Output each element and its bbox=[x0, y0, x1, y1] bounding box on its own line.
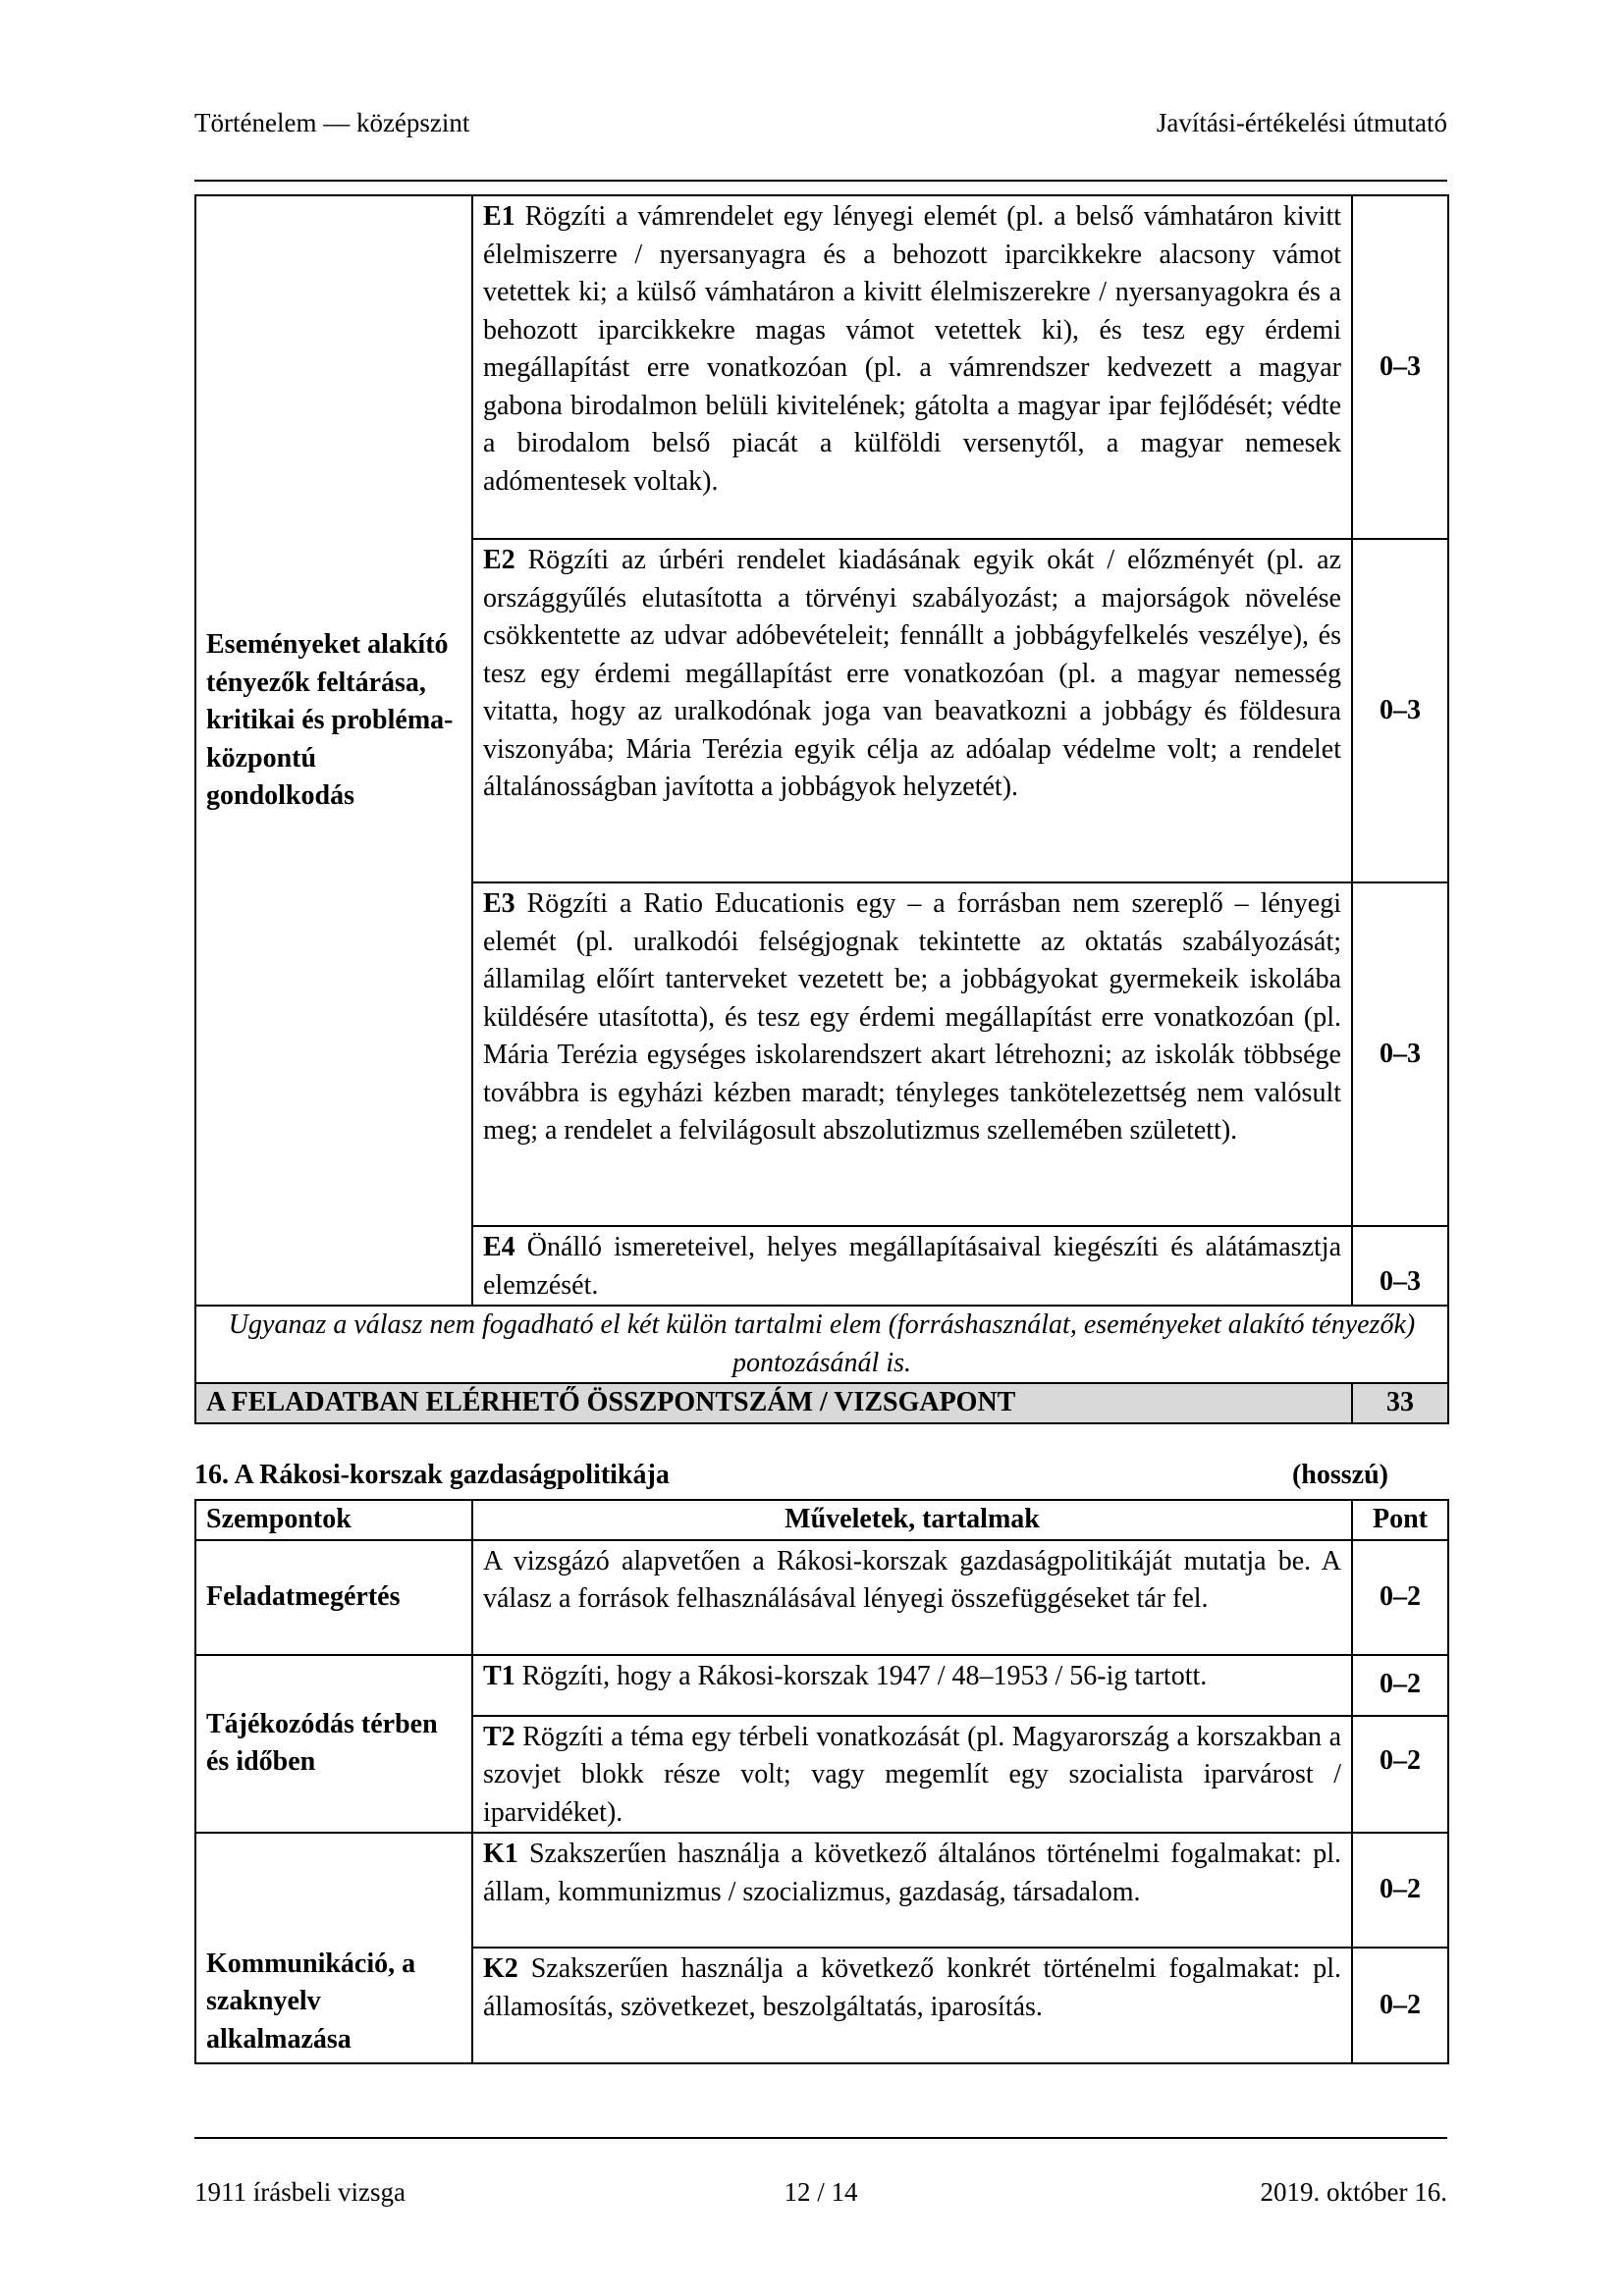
score-cell: 0–2 bbox=[1352, 1948, 1448, 2063]
criterion-cell: Kommunikáció, a szaknyelv alkalmazása bbox=[195, 1833, 472, 2063]
score-cell: 0–3 bbox=[1352, 1226, 1448, 1306]
score-cell: 0–2 bbox=[1352, 1655, 1448, 1716]
task-type: (hosszú) bbox=[1291, 1460, 1388, 1490]
element-text: Önálló ismereteivel, helyes megállapításaival kiegészíti és alátámasztja elemzését. bbox=[483, 1232, 1341, 1301]
task-title: 16. A Rákosi-korszak gazdaságpolitikája bbox=[194, 1460, 670, 1490]
element-text: Rögzíti az úrbéri rendelet kiadásának egyik okát / előzményét (pl. az országgyűlés elutasította a törvényi szabályozást; a majorságok növelése csökkentette az udvar adóbevételeit; fennállt a jobbágyfelkelés veszélye), és tesz egy érdemi megállapítást erre vonatkozóan (pl. a magyar nemesség vitatta, hogy az uralkodónak joga van beavatkozni a jobbágy és földesura viszonyába; Mária Terézia egyik célja az adóalap védelme volt; a rendelet általánosságban javította a jobbágyok helyzetét). bbox=[483, 545, 1341, 802]
table-row bbox=[195, 1655, 1448, 1716]
footer-divider bbox=[194, 2137, 1447, 2139]
page-footer bbox=[194, 2177, 1447, 2216]
element-e1 bbox=[472, 195, 1352, 539]
table-row bbox=[195, 1306, 1448, 1383]
element-t1 bbox=[472, 1655, 1352, 1716]
element-code: E2 bbox=[483, 545, 515, 575]
scoring-table-15 bbox=[194, 194, 1449, 1424]
page-number: 12 / 14 bbox=[784, 2177, 858, 2207]
table-row bbox=[195, 1540, 1448, 1655]
total-label: A FELADATBAN ELÉRHETŐ ÖSSZPONTSZÁM / VIZSGAPONT bbox=[195, 1383, 1352, 1423]
scoring-note: Ugyanaz a válasz nem fogadható el két külön tartalmi elem (forráshasználat, eseményeket alakító tényezők) pontozásánál is. bbox=[195, 1306, 1448, 1383]
element-code: T1 bbox=[483, 1660, 515, 1691]
header-guide-title: Javítási-értékelési útmutató bbox=[1156, 108, 1447, 137]
table-header-row bbox=[195, 1500, 1448, 1540]
element-code: E3 bbox=[483, 888, 515, 919]
element-text: Rögzíti, hogy a Rákosi-korszak 1947 / 48–1953 / 56-ig tartott. bbox=[514, 1660, 1208, 1691]
score-cell: 0–2 bbox=[1352, 1833, 1448, 1948]
element-text: Szakszerűen használja a következő általános történelmi fogalmakat: pl. állam, kommunizmus / szocializmus, gazdaság, társadalom. bbox=[483, 1839, 1341, 1907]
element-code: E1 bbox=[483, 201, 515, 232]
header-subject: Történelem — középszint bbox=[194, 108, 470, 137]
table-row bbox=[195, 195, 1448, 539]
column-header-operations: Műveletek, tartalmak bbox=[472, 1500, 1352, 1540]
criterion-cell: Feladatmegértés bbox=[195, 1540, 472, 1655]
footer-exam-id: 1911 írásbeli vizsga bbox=[194, 2177, 406, 2207]
page-header bbox=[194, 108, 1447, 147]
score-cell: 0–3 bbox=[1352, 882, 1448, 1226]
element-e4 bbox=[472, 1226, 1352, 1306]
element-code: E4 bbox=[483, 1232, 515, 1262]
score-cell: 0–3 bbox=[1352, 539, 1448, 882]
element-text: Rögzíti a Ratio Educationis egy – a forrásban nem szereplő – lényegi elemét (pl. uralkodói felségjognak tekintette az oktatás szabályozását; államilag előírt tanterveket vezetett be; a jobbágyokat gyermekeik iskolába küldésére utasította), és tesz egy érdemi megállapítást erre vonatkozóan (pl. Mária Terézia egységes iskolarendszert akart létrehozni; az iskolák többsége továbbra is egyházi kézben maradt; tényleges tankötelezettség nem valósult meg; a rendelet a felvilágosult abszolutizmus szellemében született). bbox=[483, 888, 1341, 1146]
element-e3 bbox=[472, 882, 1352, 1226]
score-cell: 0–3 bbox=[1352, 195, 1448, 539]
element-code: T2 bbox=[483, 1721, 515, 1752]
column-header-points: Pont bbox=[1352, 1500, 1448, 1540]
element-code: K1 bbox=[483, 1839, 518, 1869]
score-cell: 0–2 bbox=[1352, 1540, 1448, 1655]
section-title bbox=[194, 1460, 1388, 1497]
scoring-table-16 bbox=[194, 1499, 1449, 2064]
footer-date: 2019. október 16. bbox=[1260, 2177, 1447, 2207]
element-text: Rögzíti a vámrendelet egy lényegi elemét (pl. a belső vámhatáron kivitt élelmiszerre / nyersanyagra és a behozott iparcikkekre alacsony vámot vetettek ki; a külső vámhatáron a kivitt élelmiszerekre / nyersanyagokra és a behozott iparcikkekre magas vámot vetettek ki), és tesz egy érdemi megállapítást erre vonatkozóan (pl. a vámrendszer kedvezett a magyar gabona birodalmon belüli kivitelének; gátolta a magyar ipar fejlődését; védte a birodalom belső piacát a külföldi versenytől, a magyar nemesek adómentesek voltak). bbox=[483, 201, 1341, 497]
criterion-cell: Tájékozódás térben és időben bbox=[195, 1655, 472, 1834]
total-value: 33 bbox=[1352, 1383, 1448, 1423]
element-t2 bbox=[472, 1716, 1352, 1834]
score-cell: 0–2 bbox=[1352, 1716, 1448, 1834]
total-row bbox=[195, 1383, 1448, 1423]
column-header-criteria: Szempontok bbox=[195, 1500, 472, 1540]
element-text: Szakszerűen használja a következő konkrét történelmi fogalmakat: pl. államosítás, szövetkezet, beszolgáltatás, iparosítás. bbox=[483, 1953, 1341, 2022]
feladat-text: A vizsgázó alapvetően a Rákosi-korszak gazdaságpolitikáját mutatja be. A válasz a források felhasználásával lényegi összefüggéseket tár fel. bbox=[472, 1540, 1352, 1655]
element-e2 bbox=[472, 539, 1352, 882]
element-k2 bbox=[472, 1948, 1352, 2063]
element-text: Rögzíti a téma egy térbeli vonatkozását (pl. Magyarország a korszakban a szovjet blokk része volt; vagy megemlít egy szocialista iparvárost / iparvidéket). bbox=[483, 1721, 1341, 1828]
element-k1 bbox=[472, 1833, 1352, 1948]
header-divider bbox=[194, 180, 1447, 182]
criterion-cell: Eseményeket alakító tényezők feltárása, kritikai és probléma-központú gondolkodás bbox=[195, 195, 472, 1306]
table-row bbox=[195, 1833, 1448, 1948]
element-code: K2 bbox=[483, 1953, 518, 1984]
